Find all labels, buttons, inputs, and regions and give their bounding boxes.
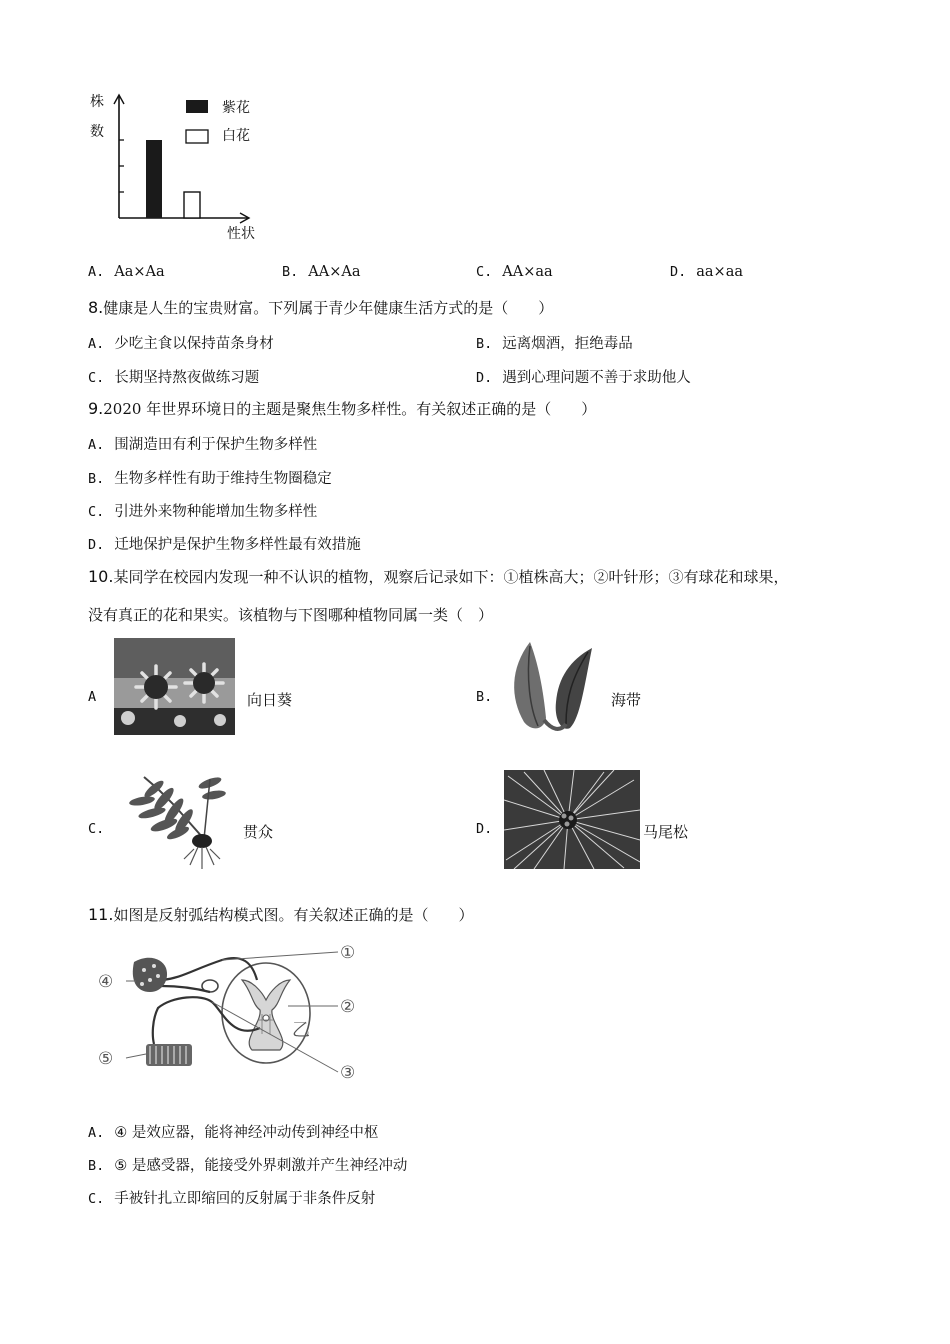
q11-option-c[interactable]: C. 手被针扎立即缩回的反射属于非条件反射	[88, 1191, 376, 1207]
legend-swatch-white	[186, 130, 208, 143]
label-3: ③	[340, 1063, 356, 1083]
q8-option-a[interactable]: A. 少吃主食以保持苗条身材	[88, 336, 274, 352]
kelp-photo	[500, 638, 604, 738]
sunflower-photo	[114, 638, 235, 735]
q10-option-c-text: 贯众	[243, 823, 274, 841]
label-2: ②	[340, 997, 356, 1017]
reflex-arc-diagram	[92, 940, 362, 1086]
label-yi: 乙	[292, 1020, 310, 1041]
q11-option-b[interactable]: B. ⑤ 是感受器，能接受外界刺激并产生神经冲动	[88, 1158, 408, 1174]
q9-option-c[interactable]: C. 引进外来物种能增加生物多样性	[88, 504, 318, 520]
pine-photo	[504, 770, 640, 869]
q10-option-a-label[interactable]: A	[88, 689, 97, 705]
q10-stem-line2: 没有真正的花和果实。该植物与下图哪种植物同属一类（ ）	[88, 606, 494, 624]
q10-option-d-label[interactable]: D.	[476, 821, 493, 837]
q10-option-b-label[interactable]: B.	[476, 689, 493, 705]
q7-option-c[interactable]: C. AA×aa	[476, 264, 553, 280]
q8-option-d[interactable]: D. 遇到心理问题不善于求助他人	[476, 370, 691, 386]
q8-option-b[interactable]: B. 远离烟酒，拒绝毒品	[476, 336, 633, 352]
label-1: ①	[340, 943, 356, 963]
q11-stem: 11.如图是反射弧结构模式图。有关叙述正确的是（ ）	[88, 905, 474, 924]
legend-label-white: 白花	[222, 128, 250, 144]
xlabel: 性状	[227, 226, 255, 242]
q10-stem-line1: 10.某同学在校园内发现一种不认识的植物，观察后记录如下：①植株高大；②叶针形；③有球花和球果，	[88, 567, 789, 586]
legend-swatch-purple	[186, 100, 208, 113]
q10-option-a-text: 向日葵	[247, 691, 293, 709]
q8-option-c[interactable]: C. 长期坚持熬夜做练习题	[88, 370, 260, 386]
q10-option-c-label[interactable]: C.	[88, 821, 105, 837]
q7-option-d[interactable]: D. aa×aa	[670, 264, 743, 280]
q9-option-a[interactable]: A. 围湖造田有利于保护生物多样性	[88, 437, 318, 453]
genetics-bar-chart	[80, 88, 280, 248]
q7-option-b[interactable]: B. AA×Aa	[282, 264, 361, 280]
q9-option-b[interactable]: B. 生物多样性有助于维持生物圈稳定	[88, 471, 332, 487]
fern-photo	[114, 769, 238, 871]
q8-stem: 8.健康是人生的宝贵财富。下列属于青少年健康生活方式的是（ ）	[88, 298, 554, 317]
label-4: ④	[98, 972, 114, 992]
q7-option-a[interactable]: A. Aa×Aa	[88, 264, 165, 280]
q10-option-d-text: 马尾松	[643, 823, 689, 841]
q11-option-a[interactable]: A. ④ 是效应器，能将神经冲动传到神经中枢	[88, 1125, 379, 1141]
ylabel-char-1: 株	[90, 94, 104, 110]
q9-option-d[interactable]: D. 迁地保护是保护生物多样性最有效措施	[88, 537, 361, 553]
ylabel-char-2: 数	[90, 124, 104, 140]
label-5: ⑤	[98, 1049, 114, 1069]
legend-label-purple: 紫花	[222, 100, 250, 116]
bar-purple	[146, 140, 162, 218]
q10-option-b-text: 海带	[611, 691, 642, 709]
q9-stem: 9.2020 年世界环境日的主题是聚焦生物多样性。有关叙述正确的是（ ）	[88, 399, 597, 418]
bar-white	[184, 192, 200, 218]
